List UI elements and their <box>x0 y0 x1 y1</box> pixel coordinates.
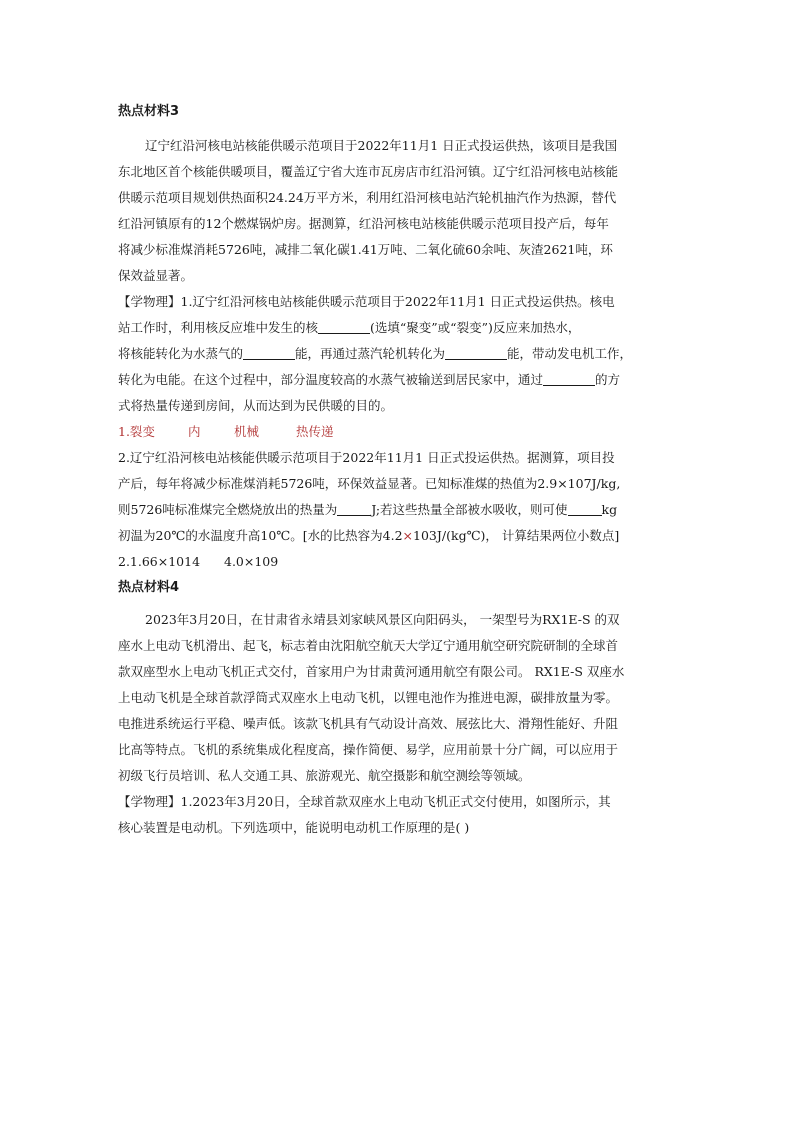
material4-line: 上电动飞机是全球首款浮筒式双座水上电动飞机，以锂电池作为推进电源，碳排放量为零。 <box>118 690 619 705</box>
question-line: 产后，每年将减少标准煤消耗5726吨，环保效益显著。已知标准煤的热值为2.9×107J/kg, <box>118 476 621 491</box>
material3-passage <box>118 133 674 289</box>
document-content <box>118 99 674 841</box>
answer-line <box>118 419 674 445</box>
material4-line: 比高等特点。飞机的系统集成化程度高，操作简便、易学，应用前景十分广阔，可以应用于 <box>118 742 619 757</box>
material4-line: 电推进系统运行平稳、噪声低。该款飞机具有气动设计高效、展弦比大、滑翔性能好、升阻 <box>118 716 619 731</box>
answer-blank[interactable] <box>318 319 370 334</box>
material3-line: 将减少标准煤消耗5726吨，减排二氧化碳1.41万吨、二氧化硫60余吨、灰渣2621吨，环 <box>118 242 613 257</box>
answer-item: 2.1.66×1014 <box>118 554 201 569</box>
material4-line: 初级飞行员培训、私人交通工具、旅游观光、航空摄影和航空测绘等领域。 <box>118 768 531 783</box>
material3-line: 保效益显著。 <box>118 268 194 283</box>
material4-line: 座水上电动飞机滑出、起飞，标志着由沈阳航空航天大学辽宁通用航空研究院研制的全球首 <box>118 638 619 653</box>
question-line: 初温为20℃的水温度升高10℃。[水的比热容为4.2×103J/(kg℃)， 计算结果两位小数点] <box>118 528 620 543</box>
question-line: 站工作时，利用核反应堆中发生的核 (选填“聚变”或“裂变”)反应来加热水， <box>118 320 581 335</box>
material4-line: 款双座型水上电动飞机正式交付，首家用户为甘肃黄河通用航空有限公司。 RX1E-S 双座水 <box>118 664 625 679</box>
question-line: 转化为电能。在这个过程中，部分温度较高的水蒸气被输送到居民家中，通过 的方 <box>118 372 621 387</box>
material3-line: 供暖示范项目规划供热面积24.24万平方米，利用红沿河核电站汽轮机抽汽作为热源，替代 <box>118 190 617 205</box>
question-line: 将核能转化为水蒸气的 能，再通过蒸汽轮机转化为 能，带动发电机工作， <box>118 346 633 361</box>
answer-item: 热传递 <box>296 424 334 439</box>
material4-question1 <box>118 789 674 841</box>
material3-line: 东北地区首个核能供暖项目，覆盖辽宁省大连市瓦房店市红沿河镇。辽宁红沿河核电站核能 <box>118 164 619 179</box>
answer-blank[interactable] <box>543 371 595 386</box>
answer-line <box>118 549 674 575</box>
material3-heading: 热点材料3 <box>118 104 180 119</box>
answer-item: 1.裂变 <box>118 424 155 439</box>
material4-heading: 热点材料4 <box>118 580 180 595</box>
material4-line: 2023年3月20日，在甘肃省永靖县刘家峡风景区向阳码头， 一架型号为RX1E-S 的双 <box>145 612 620 627</box>
question-line: 核心装置是电动机。下列选项中，能说明电动机工作原理的是( ) <box>118 820 470 835</box>
answer-item: 内 <box>188 424 201 439</box>
question-line: 则5726吨标准煤完全燃烧放出的热量为 J;若这些热量全部被水吸收，则可使 kg <box>118 502 618 517</box>
answer-blank[interactable] <box>568 501 602 516</box>
material3-question1 <box>118 289 674 419</box>
answer-item: 机械 <box>234 424 260 439</box>
question-line: 式将热量传递到房间，从而达到为民供暖的目的。 <box>118 398 394 413</box>
question-line: 【学物理】1.2023年3月20日，全球首款双座水上电动飞机正式交付使用，如图所示，其 <box>118 794 611 809</box>
question-line: 2.辽宁红沿河核电站核能供暖示范项目于2022年11月1 日正式投运供热。据测算，项目投 <box>118 450 615 465</box>
answer-blank[interactable] <box>243 345 295 360</box>
answer-blank[interactable] <box>337 501 371 516</box>
material3-line: 红沿河镇原有的12个燃煤锅炉房。据测算，红沿河核电站核能供暖示范项目投产后，每年 <box>118 216 609 231</box>
answer-item: 4.0×109 <box>224 554 279 569</box>
material3-answer1 <box>118 419 674 445</box>
material3-line: 辽宁红沿河核电站核能供暖示范项目于2022年11月1 日正式投运供热，该项目是我国 <box>145 138 618 153</box>
answer-blank[interactable] <box>445 345 507 360</box>
material3-question2 <box>118 445 674 575</box>
material4-passage <box>118 607 674 789</box>
question-line: 【学物理】1.辽宁红沿河核电站核能供暖示范项目于2022年11月1 日正式投运供热。核电 <box>118 294 615 309</box>
